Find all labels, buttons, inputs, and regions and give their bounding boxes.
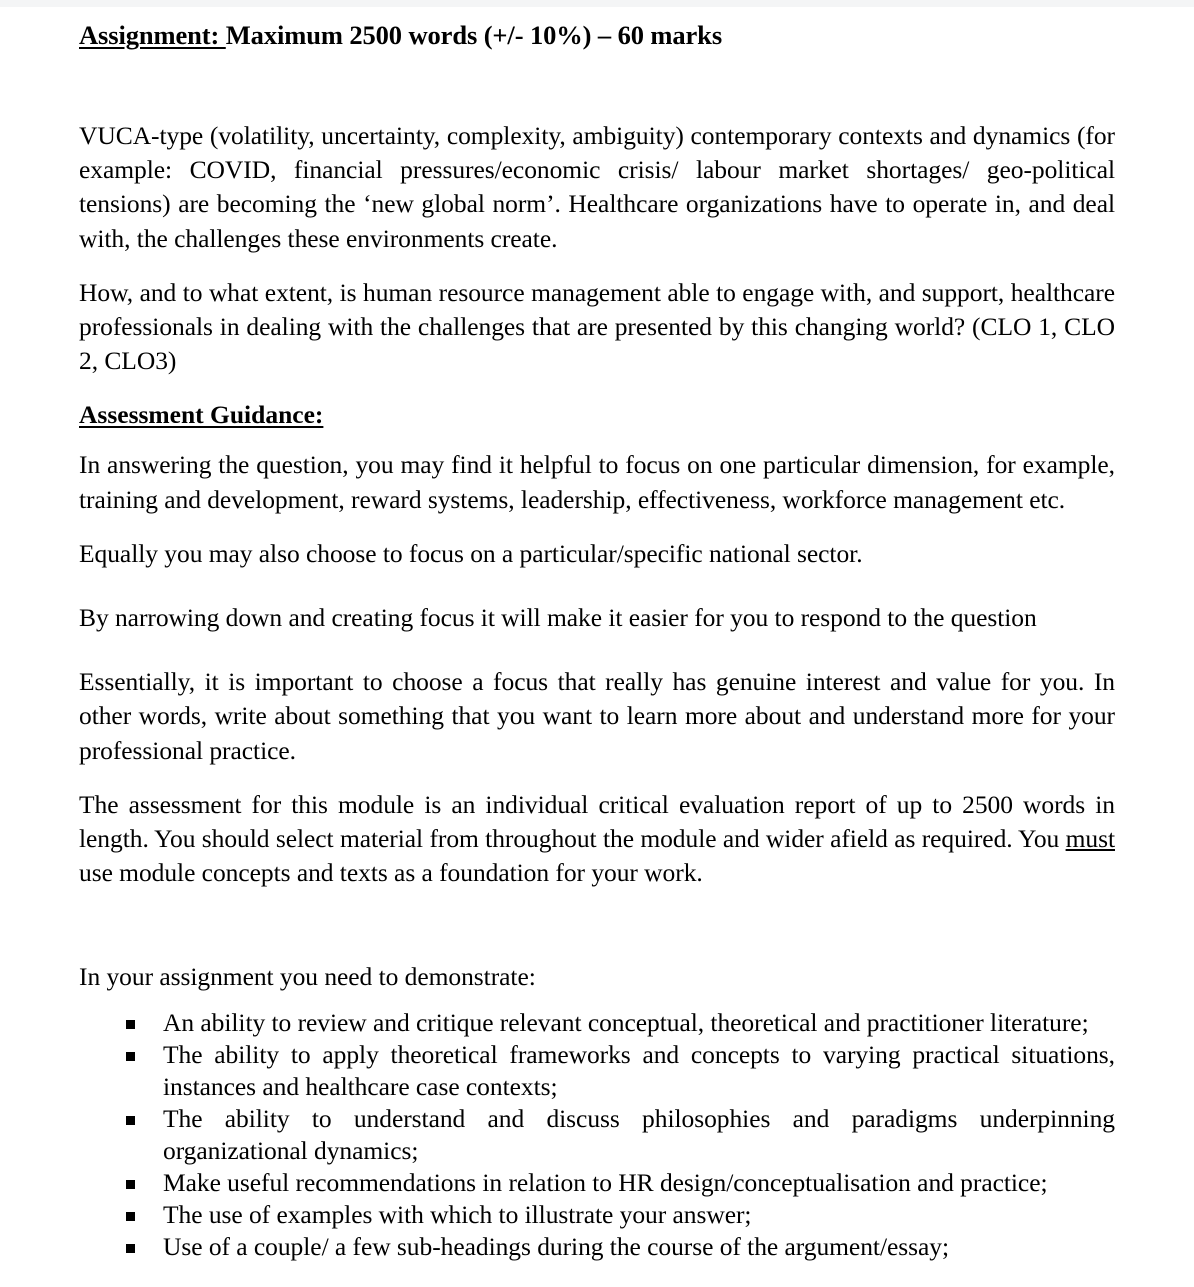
pre-demonstrate-spacer xyxy=(79,908,1115,960)
document-page xyxy=(0,7,1194,1263)
title-requirements: Maximum 2500 words (+/- 10%) – 60 marks xyxy=(225,20,723,50)
list-item xyxy=(79,1103,1115,1167)
list-item-text: The use of examples with which to illustrate your answer; xyxy=(163,1199,752,1229)
page-top-gap xyxy=(0,0,1194,7)
heading-assessment-guidance xyxy=(79,398,1115,432)
list-item xyxy=(79,1199,1115,1231)
heading-assessment-guidance-label: Assessment Guidance: xyxy=(79,400,324,430)
title-label-assignment: Assignment: xyxy=(79,20,226,50)
title-spacer xyxy=(79,53,1115,119)
paragraph-genuine-interest: Essentially, it is important to choose a focus that really has genuine interest and value for you. In other words, write about something that you want to learn more about and understand more for your professional practice. xyxy=(79,667,1115,765)
list-item-text: An ability to review and critique relevant conceptual, theoretical and practitioner literature; xyxy=(163,1007,1089,1037)
list-item xyxy=(79,1167,1115,1199)
document-content xyxy=(79,7,1115,1263)
paragraph-narrowing-focus: By narrowing down and creating focus it will make it easier for you to respond to the question xyxy=(79,602,1037,632)
paragraph-assignment-question: How, and to what extent, is human resource management able to engage with, and support, healthcare professionals in dealing with the challenges that are presented by this changing world? (CLO 1, CLO 2, CLO3) xyxy=(79,277,1115,376)
assessment-details-emphasis-must: must xyxy=(1065,823,1115,853)
list-item-text: Make useful recommendations in relation to HR design/conceptualisation and practice; xyxy=(163,1167,1048,1197)
paragraph-demonstrate-intro: In your assignment you need to demonstrate: xyxy=(79,962,536,992)
list-item-text: The ability to understand and discuss philosophies and paradigms underpinning organizational dynamics; xyxy=(163,1103,1115,1165)
demonstrate-requirements-list xyxy=(79,1007,1115,1263)
list-item-text: The ability to apply theoretical frameworks and concepts to varying practical situations, instances and healthcare case contexts; xyxy=(163,1039,1115,1101)
paragraph-focus-dimension: In answering the question, you may find it helpful to focus on one particular dimension, for example, training and development, reward systems, leadership, effectiveness, workforce management etc. xyxy=(79,450,1115,514)
list-item xyxy=(79,1007,1115,1039)
list-item xyxy=(79,1039,1115,1103)
assessment-details-part-one: The assessment for this module is an individual critical evaluation report of up to 2500 words in length. You should select material from throughout the module and wider afield as required. You xyxy=(79,789,1115,853)
page-title xyxy=(79,19,1115,53)
paragraph-vuca-context: VUCA-type (volatility, uncertainty, complexity, ambiguity) contemporary contexts and dynamics (for example: COVID, financial pressures/economic crisis/ labour market shortages/ geo-political tensions) are becoming the ‘new global norm’. Healthcare organizations have to operate in, and deal with, the challenges these environments create. xyxy=(79,120,1115,253)
assessment-details-part-two: use module concepts and texts as a foundation for your work. xyxy=(79,858,703,888)
list-item-text: Use of a couple/ a few sub-headings during the course of the argument/essay; xyxy=(163,1231,949,1261)
list-item xyxy=(79,1231,1115,1263)
paragraph-national-sector: Equally you may also choose to focus on a particular/specific national sector. xyxy=(79,538,863,568)
paragraph-assessment-details xyxy=(79,788,1115,891)
